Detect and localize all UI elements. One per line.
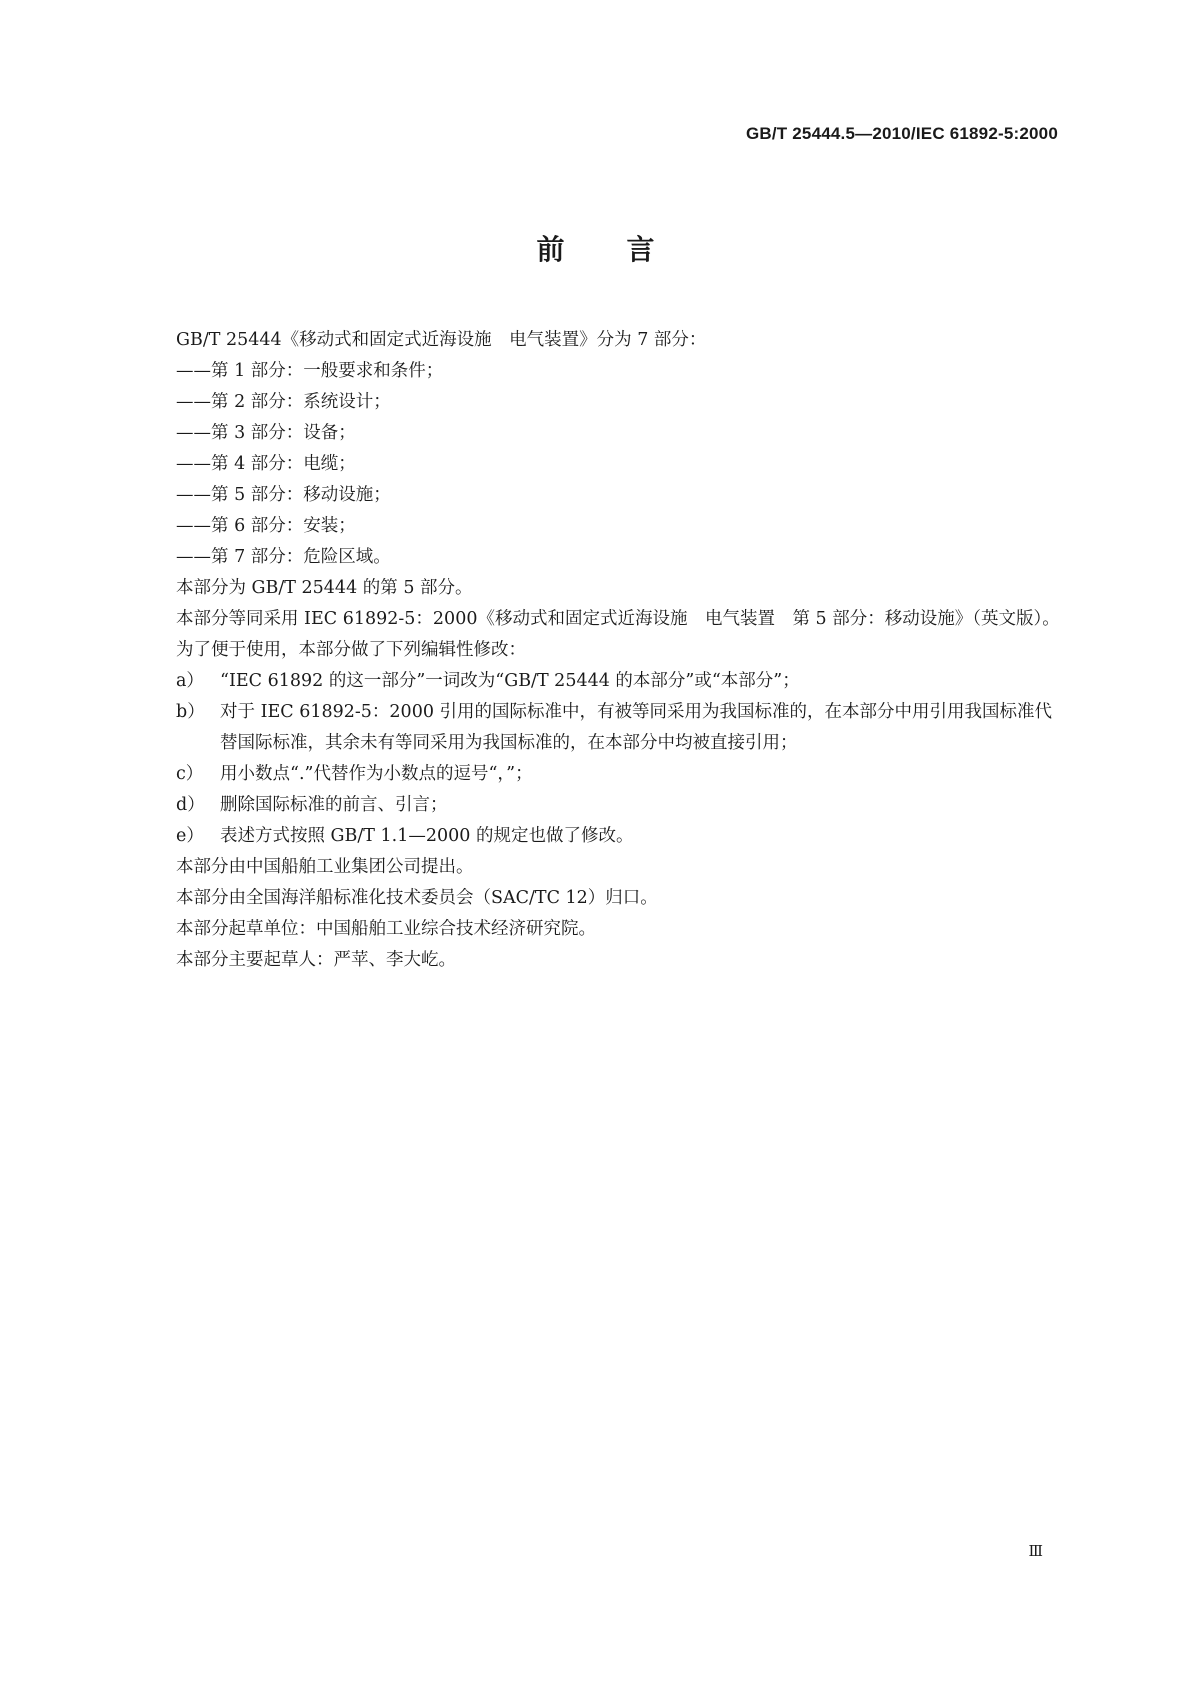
part-list-item: ——第 3 部分：设备； xyxy=(176,423,356,443)
part-list-item: ——第 7 部分：危险区域。 xyxy=(176,547,391,567)
part-list-item: ——第 5 部分：移动设施； xyxy=(176,485,391,505)
standard-code-header: GB/T 25444.5—2010/IEC 61892-5:2000 xyxy=(745,124,1058,143)
adoption-statement: 本部分等同采用 IEC 61892-5：2000《移动式和固定式近海设施 电气装置 第 5 部分：移动设施》（英文版）。 xyxy=(176,609,1060,629)
edit-item xyxy=(132,666,1060,697)
edit-item-mark: c） xyxy=(176,764,204,784)
proposer-statement: 本部分由中国船舶工业集团公司提出。 xyxy=(176,857,474,877)
part-list-item: ——第 2 部分：系统设计； xyxy=(176,392,391,412)
edit-item-text: 用小数点“.”代替作为小数点的逗号“，”； xyxy=(220,764,533,784)
drafters-statement: 本部分主要起草人：严苹、李大屹。 xyxy=(176,950,456,970)
edit-item-text: 表述方式按照 GB/T 1.1—2000 的规定也做了修改。 xyxy=(220,826,634,846)
edit-item xyxy=(132,790,1060,821)
foreword-body xyxy=(132,325,1060,976)
edit-item xyxy=(132,821,1060,852)
page-title: 前言 xyxy=(536,233,717,266)
page-number: Ⅲ xyxy=(1028,1542,1043,1560)
part-list-item: ——第 4 部分：电缆； xyxy=(176,454,356,474)
part-list-item: ——第 1 部分：一般要求和条件； xyxy=(176,361,444,381)
edit-item-mark: d） xyxy=(176,795,205,815)
edit-item-mark: b） xyxy=(176,702,205,722)
edit-item xyxy=(132,697,1060,759)
edit-item-text: 对于 IEC 61892-5：2000 引用的国际标准中，有被等同采用为我国标准的，在本部分中用引用我国标准代替国际标准，其余未有等同采用为我国标准的，在本部分中均被直接引用； xyxy=(220,702,1053,753)
edit-item-text: “IEC 61892 的这一部分”一词改为“GB/T 25444 的本部分”或“本部分”； xyxy=(220,671,800,691)
drafting-unit-statement: 本部分起草单位：中国船舶工业综合技术经济研究院。 xyxy=(176,919,596,939)
edit-item xyxy=(132,759,1060,790)
edit-item-mark: e） xyxy=(176,826,204,846)
committee-statement: 本部分由全国海洋船标准化技术委员会（SAC/TC 12）归口。 xyxy=(176,888,658,908)
intro-paragraph: GB/T 25444《移动式和固定式近海设施 电气装置》分为 7 部分： xyxy=(176,330,707,350)
part-statement: 本部分为 GB/T 25444 的第 5 部分。 xyxy=(176,578,473,598)
edits-intro: 为了便于使用，本部分做了下列编辑性修改： xyxy=(176,640,526,660)
part-list-item: ——第 6 部分：安装； xyxy=(176,516,356,536)
edit-item-mark: a） xyxy=(176,671,204,691)
edit-item-text: 删除国际标准的前言、引言； xyxy=(220,795,448,815)
